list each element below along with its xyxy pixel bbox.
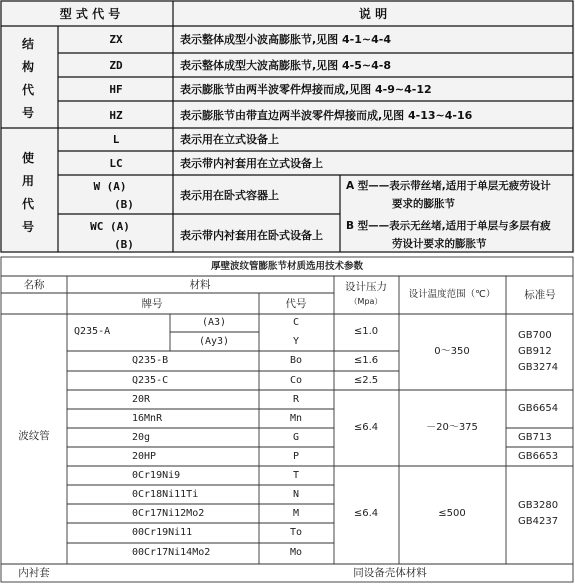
standard-gb700: GB700 xyxy=(518,330,552,341)
code-co: Co xyxy=(289,375,303,386)
header-name: 名称 xyxy=(23,279,45,291)
code-m: M xyxy=(292,508,300,519)
pressure-4: ≤6.4 xyxy=(353,422,379,433)
grade-00cr17ni14mo2: 00Cr17Ni14Mo2 xyxy=(132,547,211,558)
use-code-lc: LC xyxy=(109,157,123,170)
temperature-1: 0～350 xyxy=(434,346,470,357)
standard-gb6653: GB6653 xyxy=(518,451,559,462)
standard-gb6654: GB6654 xyxy=(518,403,559,414)
name-liner: 内衬套 xyxy=(18,567,50,579)
structure-desc-zd: 表示整体成型大波高膨胀节,见图 4-5~4-8 xyxy=(180,59,391,72)
code-mo: Mo xyxy=(289,547,303,558)
pressure-5: ≤6.4 xyxy=(353,508,379,519)
type-b-line1: B 型——表示无丝堵,适用于单层与多层有疲 xyxy=(346,220,551,232)
grade-q235-c: Q235-C xyxy=(132,375,169,386)
structure-desc-zx: 表示整体成型小波高膨胀节,见图 4-1~4-4 xyxy=(180,33,391,46)
header-grade: 牌号 xyxy=(141,298,163,310)
code-c: C xyxy=(292,317,300,328)
standard-gb4237: GB4237 xyxy=(518,516,559,527)
type-a-line1: A 型——表示带丝堵,适用于单层无疲劳设计 xyxy=(346,180,551,192)
type-a-line2: 要求的膨胀节 xyxy=(392,198,455,210)
header-description: 说 明 xyxy=(358,7,388,21)
pressure-1: ≤1.0 xyxy=(353,326,379,337)
grade-20r: 20R xyxy=(132,394,151,405)
pressure-2: ≤1.6 xyxy=(353,355,379,366)
code-r: R xyxy=(292,394,300,405)
code-n: N xyxy=(292,489,300,500)
temperature-3: ≤500 xyxy=(438,508,466,519)
use-desc-w: 表示用在卧式容器上 xyxy=(180,189,279,202)
code-to: To xyxy=(289,527,303,538)
use-code-w-a: W (A) xyxy=(93,180,127,193)
use-desc-lc: 表示带内衬套用在立式设备上 xyxy=(180,157,323,170)
grade-q235-b: Q235-B xyxy=(132,355,169,366)
grade-16mnr: 16MnR xyxy=(132,413,163,424)
use-code-wc-b: (B) xyxy=(114,238,134,251)
header-pressure-unit: （Mpa） xyxy=(349,297,383,306)
grade-0cr19ni9: 0Cr19Ni9 xyxy=(132,470,181,481)
material-table-title: 厚壁波纹管膨胀节材质选用技术参数 xyxy=(210,261,364,272)
code-mn: Mn xyxy=(289,413,303,424)
header-temperature: 设计温度范围（℃） xyxy=(408,289,496,300)
header-code: 代号 xyxy=(285,298,307,310)
code-t: T xyxy=(292,470,300,481)
liner-note: 同设备壳体材料 xyxy=(353,567,427,579)
name-bellows: 波纹管 xyxy=(18,430,50,442)
standard-gb3280: GB3280 xyxy=(518,500,559,511)
structure-group-label: 结构代号 xyxy=(21,37,34,120)
code-g: G xyxy=(292,432,300,443)
structure-code-zx: ZX xyxy=(109,33,123,46)
header-pressure: 设计压力 xyxy=(345,281,387,293)
grade-q235-a: Q235-A xyxy=(74,326,111,337)
structure-code-zd: ZD xyxy=(109,59,123,72)
material-table xyxy=(0,256,575,584)
structure-code-hf: HF xyxy=(109,83,123,96)
standard-gb713: GB713 xyxy=(518,432,552,443)
grade-20hp: 20HP xyxy=(132,451,157,462)
use-desc-l: 表示用在立式设备上 xyxy=(180,133,279,146)
header-standard: 标准号 xyxy=(524,289,556,301)
use-code-l: L xyxy=(112,133,120,146)
grade-00cr19ni11: 00Cr19Ni11 xyxy=(132,527,193,538)
structure-code-hz: HZ xyxy=(109,109,123,122)
grade-sub-a3: (A3) xyxy=(201,317,227,328)
use-desc-wc: 表示带内衬套用在卧式设备上 xyxy=(180,229,323,242)
structure-desc-hf: 表示膨胀节由两半波零件焊接而成,见图 4-9~4-12 xyxy=(180,83,432,96)
use-code-w-b: (B) xyxy=(114,198,134,211)
grade-20g: 20g xyxy=(132,432,151,443)
use-code-wc-a: WC (A) xyxy=(90,220,130,233)
type-b-line2: 劳设计要求的膨胀节 xyxy=(392,238,487,250)
code-y: Y xyxy=(292,336,300,347)
header-code: 型 式 代 号 xyxy=(59,7,121,21)
standard-gb912: GB912 xyxy=(518,346,552,357)
code-bo: Bo xyxy=(289,355,303,366)
pressure-3: ≤2.5 xyxy=(353,375,379,386)
grade-0cr17ni12mo2: 0Cr17Ni12Mo2 xyxy=(132,508,205,519)
use-group-label: 使用代号 xyxy=(21,151,34,234)
structure-desc-hz: 表示膨胀节由带直边两半波零件焊接而成,见图 4-13~4-16 xyxy=(180,109,473,122)
standard-gb3274: GB3274 xyxy=(518,362,559,373)
type-code-table xyxy=(0,0,575,253)
grade-0cr18ni11ti: 0Cr18Ni11Ti xyxy=(132,489,199,500)
code-p: P xyxy=(292,451,300,462)
temperature-2: －20～375 xyxy=(426,422,478,433)
grade-sub-ay3: (Ay3) xyxy=(198,336,230,347)
header-material: 材料 xyxy=(189,279,211,291)
